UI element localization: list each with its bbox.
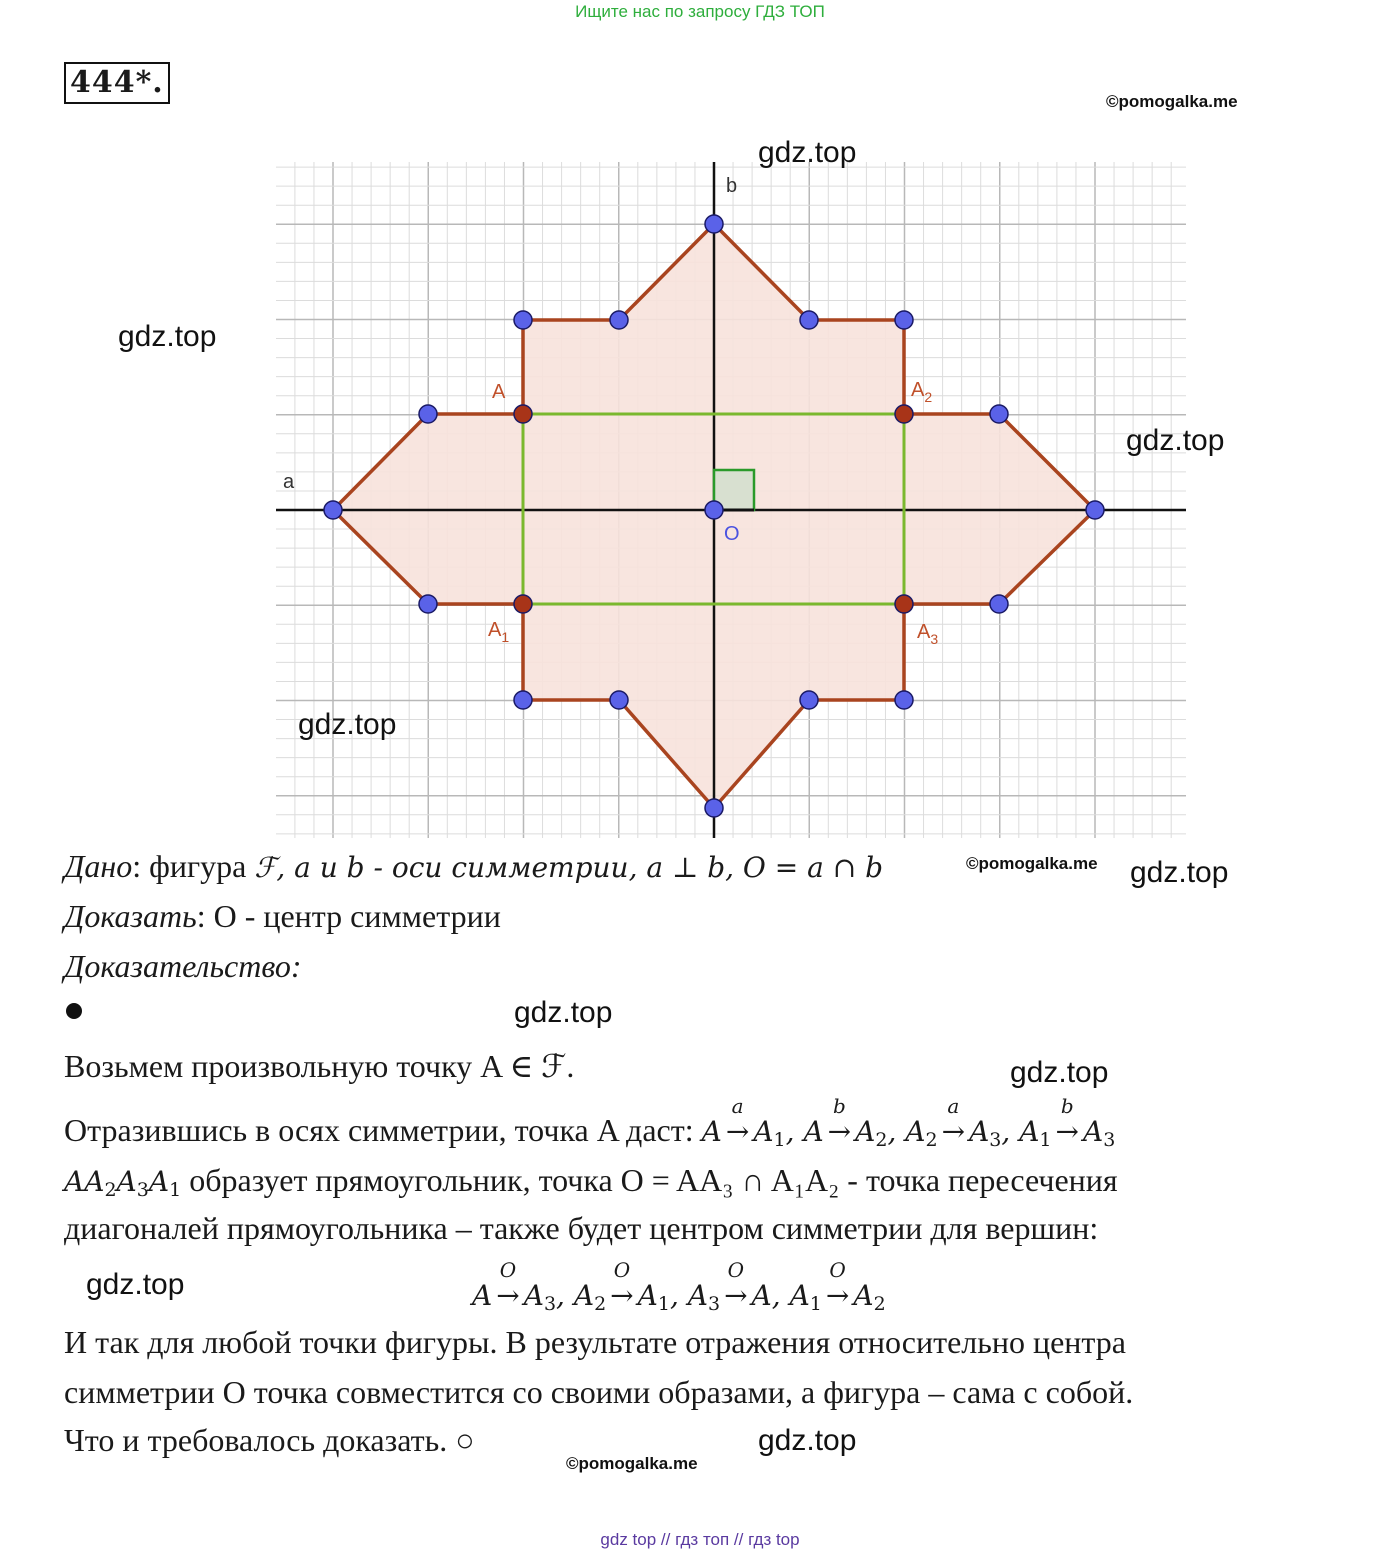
vertex-point [705,501,723,519]
rectangle-vertex-point [895,595,913,613]
watermark: gdz.top [86,1268,185,1301]
axis-a-label: a [283,471,295,493]
copyright-mid: ©pomogalka.me [966,854,1098,873]
vertex-point [324,501,342,519]
vertex-point [419,595,437,613]
watermark: gdz.top [1126,424,1225,457]
point-a1-label: $A_1$ [488,619,510,645]
watermark: gdz.top [758,136,857,169]
problem-number: 444*. [64,62,170,104]
vertex-point [705,215,723,233]
vertex-point [610,311,628,329]
conclusion-line-2: симметрии O точка совместится со своими образами, а фигура – сама с собой. [64,1374,1134,1410]
proof-label: Доказательство: [64,948,302,984]
rectangle-line: $AA_2A_3A_1$ образует прямоугольник, точка O = AA₃ ∩ A₁A₂ - точка пересечения [64,1162,1118,1201]
watermark: gdz.top [514,996,613,1029]
vertex-point [990,405,1008,423]
watermark: gdz.top [118,320,217,353]
rectangle-vertex-point [895,405,913,423]
given-line: Дано: фигура ℱ, a и b - оси симметрии, a ⊥ b, O = a ∩ b [64,848,884,884]
vertex-point [800,691,818,709]
bullet [66,1003,82,1019]
footer-links: gdz top // гдз топ // гдз top [600,1530,800,1549]
center-o-label: O [724,523,740,545]
vertex-point [419,405,437,423]
copyright-top: ©pomogalka.me [1106,92,1238,111]
watermark: gdz.top [758,1424,857,1457]
copyright-bottom: ©pomogalka.me [566,1454,698,1473]
point-a3-label: $A_3$ [917,621,939,647]
take-point-line: Возьмем произвольную точку A ∈ ℱ. [64,1048,575,1084]
conclusion-line-1: И так для любой точки фигуры. В результате отражения относительно центра [64,1324,1126,1360]
vertex-point [1086,501,1104,519]
vertex-point [895,311,913,329]
top-banner: Ищите нас по запросу ГДЗ ТОП [575,2,825,21]
central-symmetry-formula: A → O $A_3$, $A_2$ → O $A_1$, $A_3$ → O A, $A_1$ → O $A_2$ [472,1258,886,1315]
point-a2-label: $A_2$ [911,379,933,405]
conclusion-line-3: Что и требовалось доказать. ○ [64,1422,475,1458]
watermark: gdz.top [1130,856,1229,889]
vertex-point [990,595,1008,613]
vertex-point [514,691,532,709]
watermark: gdz.top [298,708,397,741]
vertex-point [895,691,913,709]
vertex-point [514,311,532,329]
point-a-label: A [492,381,506,403]
prove-line: Доказать: O - центр симметрии [64,898,501,934]
watermark: gdz.top [1010,1056,1109,1089]
axis-b-label: b [726,175,738,197]
vertex-point [705,799,723,817]
vertex-point [610,691,628,709]
vertex-point [800,311,818,329]
diagonal-line: диагоналей прямоугольника – также будет центром симметрии для вершин: [64,1210,1099,1246]
reflection-line: Отразившись в осях симметрии, точка A даст: A → a $A_1$, A → b $A_2$, $A_2$ → a $A_3$, $A_1$ → b $A_3$ [64,1094,1116,1151]
rectangle-vertex-point [514,405,532,423]
rectangle-vertex-point [514,595,532,613]
